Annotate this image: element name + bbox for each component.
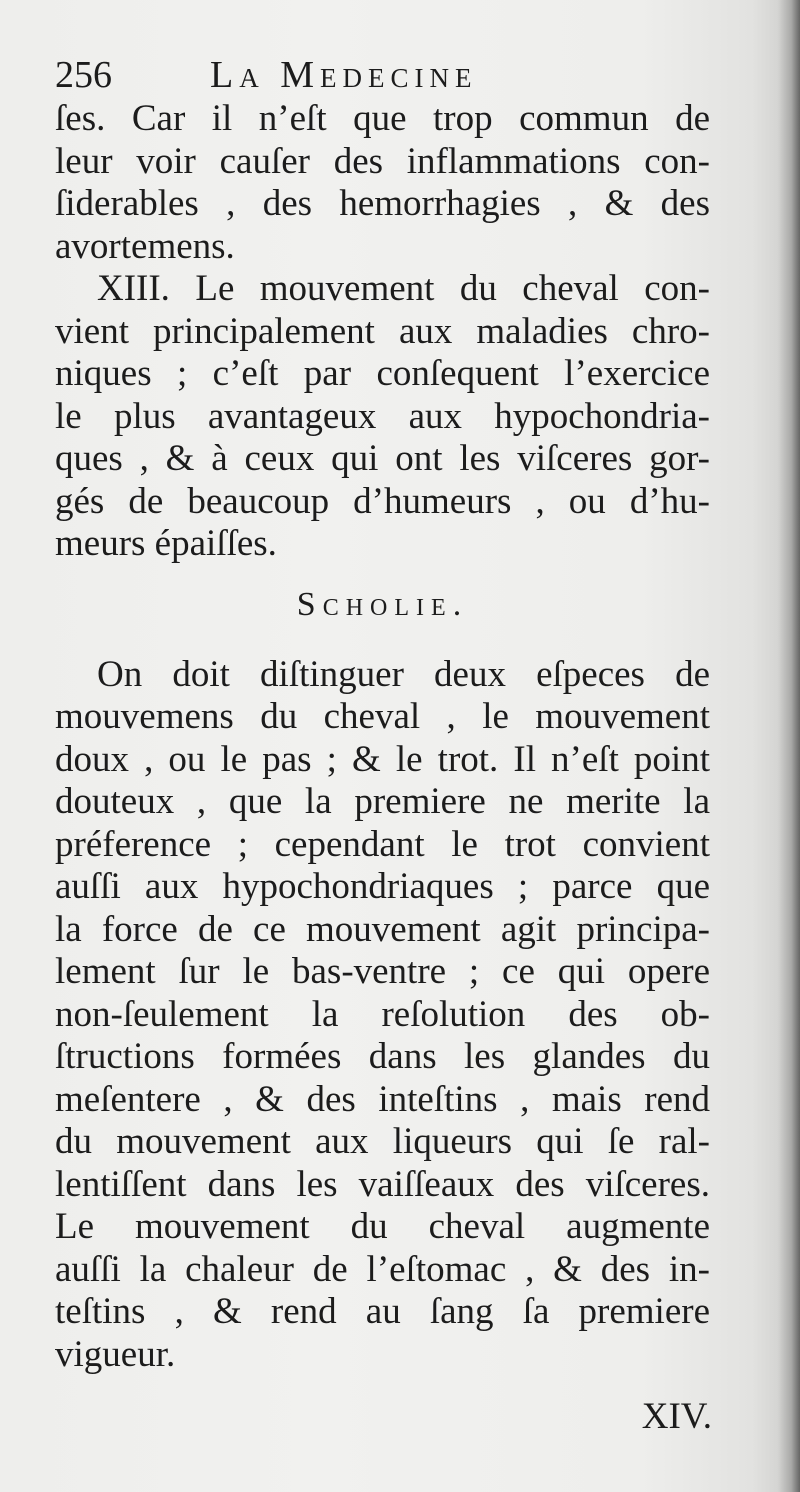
text-line: mouvemens du cheval , le mouvement — [55, 696, 710, 737]
text-line: le plus avantageux aux hypochondria- — [55, 395, 710, 437]
text-line: auſſi aux hypochondriaques ; parce que — [55, 866, 710, 907]
text-line: vient principalement aux maladies chro- — [55, 310, 710, 352]
text-line: XIII. Le mouvement du cheval con- — [97, 268, 710, 309]
section-heading: Scholie. — [296, 585, 469, 623]
text-line: niques ; c’eſt par conſequent l’exercice — [55, 353, 710, 394]
text-line: avortemens. — [55, 225, 235, 267]
text-line: la force de ce mouvement agit principa- — [55, 908, 710, 950]
running-title: La Medecine — [210, 54, 478, 96]
text-line: On doit diſtinguer deux eſpeces de — [97, 653, 710, 695]
page-header — [55, 50, 715, 100]
paragraph-article-xiii — [55, 268, 710, 566]
text-line: ſiderables , des hemorrhagies , & des — [55, 183, 710, 224]
text-line: douteux , que la premiere ne merite la — [55, 781, 710, 822]
text-line: vigueur. — [55, 1333, 176, 1375]
text-line: lement ſur le bas-ventre ; ce qui opere — [55, 951, 710, 992]
page-number: 256 — [55, 54, 112, 96]
text-line: ques , & à ceux qui ont les viſceres gor- — [55, 438, 710, 479]
paragraph-scholie — [55, 654, 710, 1377]
page-gutter-shadow — [778, 0, 800, 1492]
paragraph-continuation — [55, 98, 710, 268]
text-line: leur voir cauſer des inflammations con- — [55, 140, 710, 182]
page-body — [55, 98, 710, 1376]
text-line: Le mouvement du cheval augmente — [55, 1206, 710, 1247]
text-line: préference ; cependant le trot convient — [55, 823, 710, 865]
catchword: XIV. — [641, 1396, 712, 1437]
text-line: lentiſſent dans les vaiſſeaux des viſceres. — [55, 1163, 710, 1205]
text-line: teſtins , & rend au ſang ſa premiere — [55, 1291, 710, 1332]
text-line: non-ſeulement la reſolution des ob- — [55, 993, 710, 1035]
text-line: auſſi la chaleur de l’eſtomac , & des in- — [55, 1248, 710, 1290]
text-line: ſtructions formées dans les glandes du — [55, 1036, 710, 1077]
text-line: doux , ou le pas ; & le trot. Il n’eſt point — [55, 738, 710, 780]
text-line: du mouvement aux liqueurs qui ſe ral- — [55, 1121, 710, 1162]
text-line: ſes. Car il n’eſt que trop commun de — [55, 98, 710, 139]
text-line: meſentere , & des inteſtins , mais rend — [55, 1078, 710, 1120]
text-line: gés de beaucoup d’humeurs , ou d’hu- — [55, 480, 710, 522]
text-line: meurs épaiſſes. — [55, 523, 277, 564]
